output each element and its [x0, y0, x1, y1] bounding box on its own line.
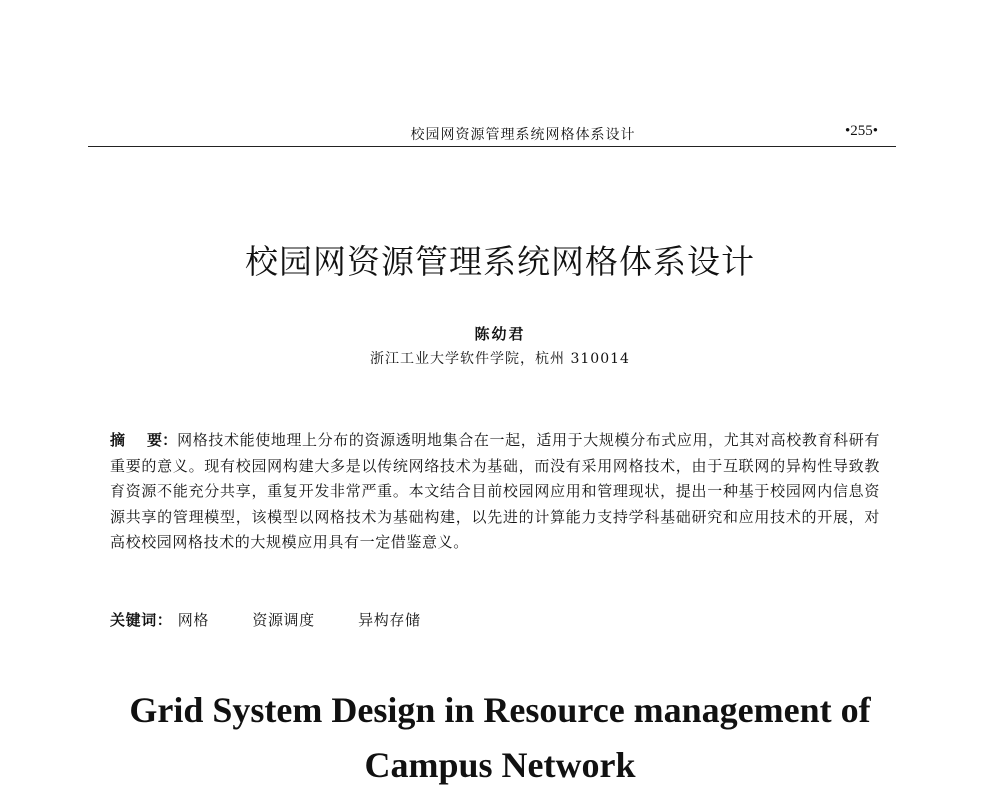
- abstract: [110, 428, 880, 556]
- running-header: [88, 120, 896, 147]
- paper-title: 校园网资源管理系统网格体系设计: [245, 242, 755, 281]
- keyword-item: 资源调度: [252, 611, 315, 629]
- page-number: •255•: [844, 123, 878, 139]
- abstract-label-left: 摘: [110, 431, 126, 449]
- english-title: Grid System Design in Resource management of: [129, 690, 871, 730]
- keywords: [110, 609, 880, 630]
- english-title-line2: Campus Network: [364, 745, 636, 785]
- keyword-item: 异构存储: [358, 611, 421, 629]
- author: 陈幼君: [474, 325, 526, 343]
- keyword-item: 网格: [177, 611, 209, 629]
- abstract-label: [110, 431, 177, 449]
- abstract-label-right: 要：: [147, 431, 178, 449]
- keywords-label: 关键词：: [110, 611, 173, 629]
- abstract-text: 网格技术能使地理上分布的资源透明地集合在一起，适用于大规模分布式应用，尤其对高校教育科研有重要的意义。现有校园网构建大多是以传统网络技术为基础，而没有采用网格技术，由于互联网的异构性导致教育资源不能充分共享，重复开发非常严重。本文结合目前校园网应用和管理现状，提出一种基于校园网内信息资源共享的管理模型，该模型以网格技术为基础构建，以先进的计算能力支持学科基础研究和应用技术的开展，对高校校园网格技术的大规模应用具有一定借鉴意义。: [110, 431, 880, 551]
- affiliation: 浙江工业大学软件学院，杭州 310014: [370, 351, 630, 367]
- running-title: 校园网资源管理系统网格体系设计: [410, 127, 636, 143]
